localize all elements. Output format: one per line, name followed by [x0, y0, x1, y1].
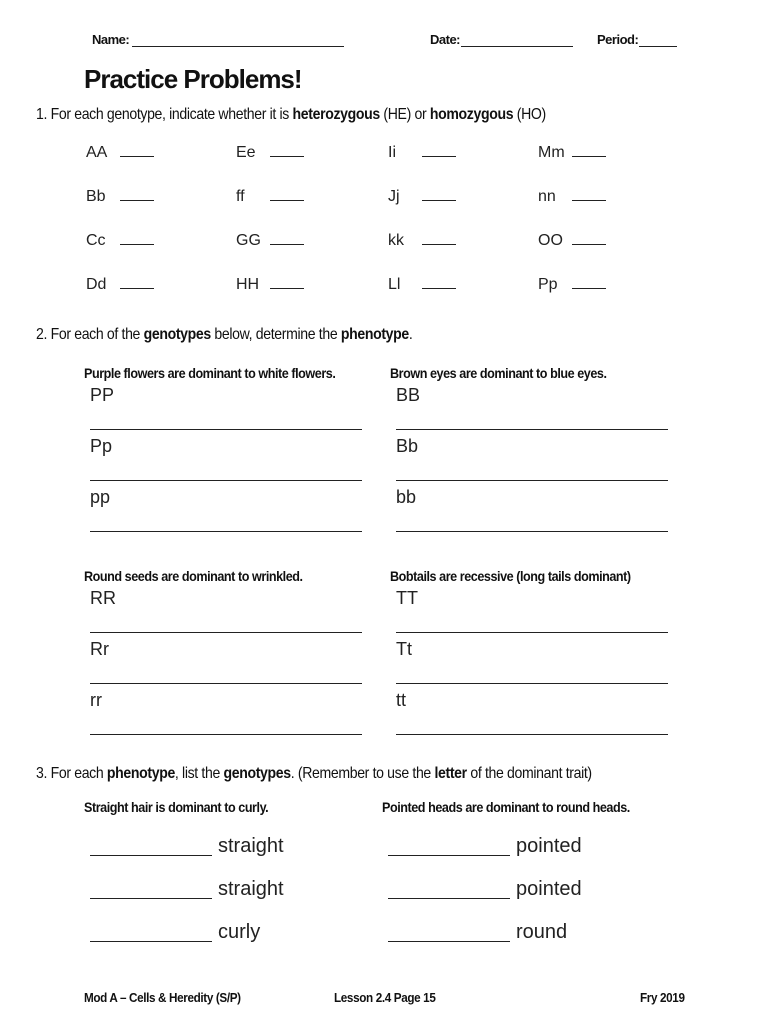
footer-author-year: Fry 2019 [640, 990, 685, 1005]
genotype-label: Jj [388, 188, 400, 205]
genotype-label: tt [396, 690, 407, 710]
phenotype-answer-line[interactable] [90, 429, 362, 430]
genotype-label: GG [236, 232, 261, 249]
genotype-label: OO [538, 232, 563, 249]
phenotype-label: pointed [516, 835, 582, 857]
genotype-label: Dd [86, 276, 107, 293]
genotype-item [236, 230, 304, 250]
genotype-item [236, 186, 304, 206]
phenotype-label: straight [218, 878, 284, 900]
genotype-item [538, 186, 606, 206]
genotype-item [538, 230, 606, 250]
phenotype-answer-line[interactable] [396, 531, 668, 532]
footer-course: Mod A – Cells & Heredity (S/P) [84, 990, 241, 1005]
phenotype-answer-line[interactable] [396, 683, 668, 684]
genotype-label: Ii [388, 144, 396, 161]
genotype-label: pp [90, 487, 111, 507]
genotype-label: Cc [86, 232, 106, 249]
genotype-answer-line[interactable] [388, 898, 510, 899]
genotype-item [86, 230, 154, 250]
date-label: Date: [430, 32, 461, 47]
phenotype-label: round [516, 921, 568, 943]
answer-blank[interactable] [572, 274, 606, 289]
genotype-item [388, 142, 456, 162]
answer-blank[interactable] [572, 230, 606, 245]
trait-heading: Purple flowers are dominant to white flowers. [84, 365, 336, 381]
question-3-prompt: 3. For each phenotype, list the genotypes. (Remember to use the letter of the dominant trait) [36, 765, 592, 782]
trait-heading: Brown eyes are dominant to blue eyes. [390, 365, 607, 381]
genotype-label: Bb [86, 188, 106, 205]
genotype-label: Tt [396, 639, 412, 659]
genotype-item [236, 274, 304, 294]
period-label: Period: [597, 32, 639, 47]
genotype-answer-line[interactable] [388, 941, 510, 942]
genotype-label: TT [396, 588, 418, 608]
trait-heading: Round seeds are dominant to wrinkled. [84, 568, 303, 584]
period-field-line[interactable] [639, 46, 677, 47]
answer-blank[interactable] [270, 274, 304, 289]
genotype-answer-line[interactable] [388, 855, 510, 856]
footer-lesson-page: Lesson 2.4 Page 15 [334, 990, 436, 1005]
phenotype-answer-line[interactable] [396, 632, 668, 633]
name-field-line[interactable] [132, 46, 344, 47]
answer-blank[interactable] [422, 230, 456, 245]
phenotype-answer-line[interactable] [396, 429, 668, 430]
genotype-label: kk [388, 232, 404, 249]
genotype-label: Pp [90, 436, 113, 456]
genotype-label: BB [396, 385, 421, 405]
phenotype-answer-line[interactable] [396, 480, 668, 481]
answer-blank[interactable] [572, 142, 606, 157]
genotype-label: RR [90, 588, 116, 608]
genotype-item [236, 142, 304, 162]
phenotype-answer-line[interactable] [396, 734, 668, 735]
genotype-label: PP [90, 385, 115, 405]
genotype-answer-line[interactable] [90, 898, 212, 899]
answer-blank[interactable] [120, 142, 154, 157]
genotype-item [388, 274, 456, 294]
genotype-label: bb [396, 487, 417, 507]
answer-blank[interactable] [270, 142, 304, 157]
trait-heading: Bobtails are recessive (long tails dominant) [390, 568, 631, 584]
answer-blank[interactable] [270, 230, 304, 245]
phenotype-answer-line[interactable] [90, 683, 362, 684]
answer-blank[interactable] [422, 142, 456, 157]
genotype-item [538, 274, 606, 294]
name-label: Name: [92, 32, 130, 47]
genotype-label: Ll [388, 276, 401, 293]
phenotype-answer-line[interactable] [90, 480, 362, 481]
answer-blank[interactable] [120, 186, 154, 201]
genotype-item [86, 186, 154, 206]
genotype-label: ff [236, 188, 245, 205]
genotype-item [538, 142, 606, 162]
genotype-item [388, 186, 456, 206]
phenotype-answer-line[interactable] [90, 734, 362, 735]
answer-blank[interactable] [422, 274, 456, 289]
genotype-label: Bb [396, 436, 419, 456]
answer-blank[interactable] [270, 186, 304, 201]
genotype-item [388, 230, 456, 250]
answer-blank[interactable] [572, 186, 606, 201]
genotype-answer-line[interactable] [90, 941, 212, 942]
answer-blank[interactable] [422, 186, 456, 201]
genotype-label: Pp [538, 276, 558, 293]
question-1-prompt: 1. For each genotype, indicate whether it is heterozygous (HE) or homozygous (HO) [36, 106, 546, 123]
trait-heading: Pointed heads are dominant to round heads. [382, 799, 630, 815]
phenotype-label: curly [218, 921, 261, 943]
date-field-line[interactable] [461, 46, 573, 47]
phenotype-answer-line[interactable] [90, 632, 362, 633]
phenotype-label: straight [218, 835, 284, 857]
question-2-prompt: 2. For each of the genotypes below, determine the phenotype. [36, 326, 413, 343]
genotype-item [86, 274, 154, 294]
page-title: Practice Problems! [84, 64, 302, 94]
genotype-label: Rr [90, 639, 109, 659]
genotype-label: HH [236, 276, 260, 293]
genotype-label: Ee [236, 144, 256, 161]
genotype-label: rr [90, 690, 102, 710]
answer-blank[interactable] [120, 274, 154, 289]
genotype-label: Mm [538, 144, 565, 161]
genotype-item [86, 142, 154, 162]
genotype-answer-line[interactable] [90, 855, 212, 856]
phenotype-label: pointed [516, 878, 582, 900]
phenotype-answer-line[interactable] [90, 531, 362, 532]
trait-heading: Straight hair is dominant to curly. [84, 799, 269, 815]
genotype-label: nn [538, 188, 556, 205]
answer-blank[interactable] [120, 230, 154, 245]
genotype-label: AA [86, 144, 108, 161]
